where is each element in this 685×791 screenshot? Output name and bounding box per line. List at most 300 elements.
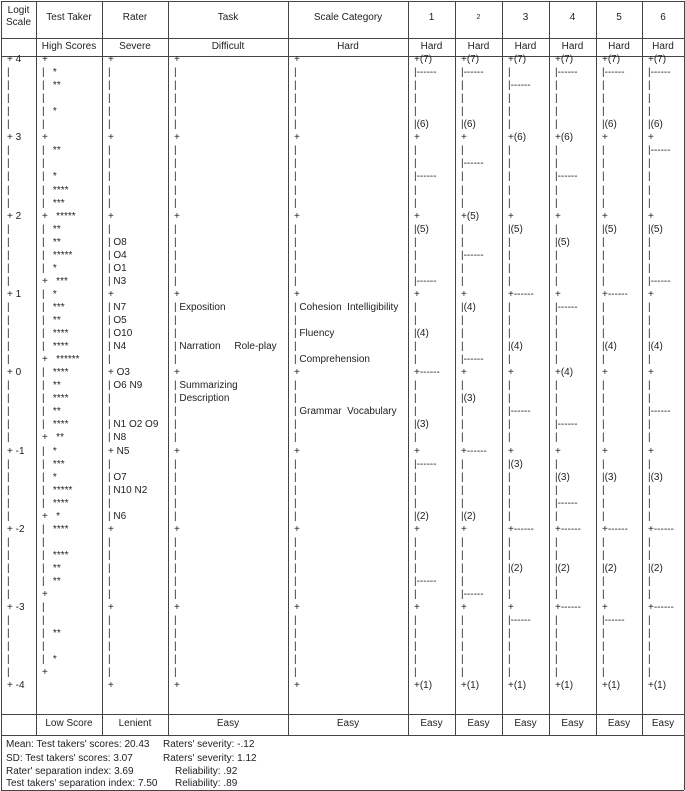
category-3-row: |------	[508, 80, 531, 92]
category-5-row: +	[602, 445, 608, 457]
category-2-row: |	[461, 641, 464, 653]
category-5-row: |	[602, 458, 605, 470]
task-row: |	[174, 328, 177, 340]
test-taker-row: | *	[42, 262, 57, 274]
category-2-row: |	[461, 275, 464, 287]
category-3-row: |	[508, 471, 511, 483]
category-4-row: +------	[555, 523, 581, 535]
category-3-row: |	[508, 119, 511, 131]
rater-row: | O6 N9	[108, 380, 143, 392]
category-4-row: |	[555, 576, 558, 587]
category-4-row: |	[555, 119, 558, 131]
category-3-row: |	[508, 93, 511, 105]
category-2-row: |------	[461, 67, 484, 79]
task-row: +	[174, 445, 180, 457]
category-5-row: +------	[602, 523, 628, 535]
category-4-row: |	[555, 249, 558, 261]
category-1-row: +	[414, 132, 420, 144]
logit-ruler-row: |	[7, 328, 10, 340]
task-row: |	[174, 497, 177, 509]
logit-ruler-row: + 0	[7, 367, 22, 379]
category-4-row: |	[555, 275, 558, 287]
test-taker-row: | *****	[42, 484, 73, 496]
category-1-row: |	[414, 341, 417, 353]
rater-row: | O7	[108, 471, 127, 483]
category-5-row: |	[602, 249, 605, 261]
category-5-row: |	[602, 510, 605, 522]
task-row: |	[174, 432, 177, 444]
category-4-row: +(4)	[555, 367, 574, 379]
category-3-row: |	[508, 67, 511, 79]
scale-category-row: |	[294, 458, 297, 470]
category-6-row: +	[648, 288, 654, 300]
category-1-row: +(7)	[414, 54, 433, 65]
grid-vline	[102, 1, 103, 735]
rater-row: |	[108, 549, 111, 561]
rater-row: | N6	[108, 510, 127, 522]
category-5-row: +(7)	[602, 54, 621, 65]
logit-ruler-row: |	[7, 223, 10, 235]
test-taker-row: | *	[42, 445, 57, 457]
task-row: |	[174, 158, 177, 170]
category-1-row: |------	[414, 576, 437, 587]
category-5-row: |	[602, 275, 605, 287]
category-1-row: |	[414, 667, 417, 679]
category-2-row: |	[461, 536, 464, 548]
test-taker-row: + **	[42, 432, 64, 444]
category-6-row: |------	[648, 406, 671, 418]
grid-hline	[1, 714, 684, 715]
test-taker-row: | ****	[42, 497, 69, 509]
category-3-row: |(2)	[508, 562, 523, 574]
logit-ruler-row: |	[7, 106, 10, 118]
footer-test-taker: Low Score	[45, 718, 93, 729]
category-6-row: |	[648, 432, 651, 444]
task-row: |	[174, 510, 177, 522]
category-6-row: |	[648, 354, 651, 366]
category-5-row: |	[602, 171, 605, 183]
rater-row: | N7	[108, 301, 127, 313]
rater-row: | O10	[108, 328, 133, 340]
task-row: +	[174, 54, 180, 65]
category-3-row: |	[508, 158, 511, 170]
category-5-row: +------	[602, 288, 628, 300]
category-3-row: |------	[508, 406, 531, 418]
category-2-row: |	[461, 93, 464, 105]
category-1-row: |	[414, 145, 417, 157]
category-3-row: |	[508, 236, 511, 248]
logit-ruler-row: + -3	[7, 602, 25, 614]
task-row: |	[174, 654, 177, 666]
category-5-row: |(6)	[602, 119, 617, 131]
category-4-row: |	[555, 458, 558, 470]
test-taker-row: | ***	[42, 301, 65, 313]
category-1-row: |	[414, 249, 417, 261]
test-taker-row: | ***	[42, 197, 65, 209]
category-5-row: |	[602, 236, 605, 248]
logit-ruler-row: + 1	[7, 288, 22, 300]
logit-ruler-row: |	[7, 197, 10, 209]
rater-row: |	[108, 562, 111, 574]
test-taker-row: + *****	[42, 210, 76, 222]
category-2-row: |	[461, 262, 464, 274]
category-5-row: |	[602, 432, 605, 444]
category-4-row: |	[555, 80, 558, 92]
category-2-row: |	[461, 380, 464, 392]
test-taker-row: |	[42, 158, 45, 170]
category-1-row: +	[414, 288, 420, 300]
test-taker-row: | ****	[42, 419, 69, 431]
rater-row: |	[108, 393, 111, 405]
test-taker-row: | **	[42, 315, 61, 326]
category-4-row: |	[555, 536, 558, 548]
logit-ruler-row: |	[7, 471, 10, 483]
task-row: |	[174, 536, 177, 548]
category-4-row: |	[555, 510, 558, 522]
rater-row: | N8	[108, 432, 127, 444]
category-4-row: |	[555, 93, 558, 105]
grid-hline	[1, 56, 684, 57]
category-1-row: |	[414, 497, 417, 509]
category-3-row: |	[508, 536, 511, 548]
test-taker-row: | *	[42, 471, 57, 483]
category-5-row: |	[602, 184, 605, 196]
category-1-row: |	[414, 380, 417, 392]
header-cat4: 4	[569, 12, 576, 23]
category-5-row: |	[602, 419, 605, 431]
category-2-row: |	[461, 315, 464, 326]
logit-ruler-row: + -4	[7, 680, 25, 692]
category-2-row: |(4)	[461, 301, 476, 313]
category-6-row: +	[648, 367, 654, 379]
category-2-row: |	[461, 497, 464, 509]
category-1-row: |	[414, 432, 417, 444]
category-6-row: |	[648, 393, 651, 405]
category-5-row: |	[602, 301, 605, 313]
rater-row: |	[108, 615, 111, 627]
test-taker-row: |	[42, 602, 45, 614]
scale-category-row: |	[294, 471, 297, 483]
task-row: |	[174, 471, 177, 483]
task-row: |	[174, 615, 177, 627]
test-taker-row: |	[42, 536, 45, 548]
logit-ruler-row: |	[7, 549, 10, 561]
category-2-row: |	[461, 223, 464, 235]
header-scale-category: Scale Category	[313, 12, 383, 23]
category-5-row: |	[602, 406, 605, 418]
category-2-row: |	[461, 419, 464, 431]
category-3-row: |	[508, 249, 511, 261]
category-4-row: |	[555, 315, 558, 326]
scale-category-row: |	[294, 119, 297, 131]
category-3-row: |	[508, 628, 511, 640]
task-row: |	[174, 236, 177, 248]
header-task: Task	[217, 12, 239, 23]
logit-ruler-row: |	[7, 184, 10, 196]
grid-vline	[549, 1, 550, 735]
logit-ruler-row: + 4	[7, 54, 22, 65]
category-6-row: |	[648, 315, 651, 326]
category-4-row: |	[555, 589, 558, 601]
rater-row: |	[108, 67, 111, 79]
category-2-row: |	[461, 458, 464, 470]
scale-category-row: |	[294, 262, 297, 274]
scale-category-row: +	[294, 54, 300, 65]
category-4-row: |------	[555, 301, 578, 313]
category-1-row: |------	[414, 171, 437, 183]
rater-row: | N10 N2	[108, 484, 148, 496]
category-1-row: |(6)	[414, 119, 429, 131]
category-2-row: +(5)	[461, 210, 480, 222]
task-row: | Description	[174, 393, 230, 405]
category-5-row: |	[602, 654, 605, 666]
category-2-row: |------	[461, 354, 484, 366]
task-row: |	[174, 249, 177, 261]
test-taker-row: | *****	[42, 249, 73, 261]
category-5-row: |------	[602, 615, 625, 627]
category-6-row: |(2)	[648, 562, 663, 574]
scale-category-row: |	[294, 536, 297, 548]
category-2-row: |	[461, 576, 464, 587]
task-row: |	[174, 641, 177, 653]
task-row: |	[174, 628, 177, 640]
scale-category-row: |	[294, 562, 297, 574]
test-taker-row: | ****	[42, 341, 69, 353]
category-2-row: |	[461, 328, 464, 340]
rater-row: |	[108, 184, 111, 196]
rater-row: +	[108, 602, 114, 614]
category-1-row: |	[414, 484, 417, 496]
category-4-row: +	[555, 288, 561, 300]
category-5-row: |	[602, 328, 605, 340]
category-5-row: |(2)	[602, 562, 617, 574]
scale-category-row: |	[294, 145, 297, 157]
scale-category-row: |	[294, 106, 297, 118]
category-2-row: |	[461, 432, 464, 444]
category-1-row: +	[414, 523, 420, 535]
category-3-row: |------	[508, 615, 531, 627]
task-row: +	[174, 288, 180, 300]
task-row: |	[174, 549, 177, 561]
category-3-row: |	[508, 328, 511, 340]
category-1-row: +------	[414, 367, 440, 379]
category-1-row: |	[414, 236, 417, 248]
logit-ruler-row: + -2	[7, 523, 25, 535]
category-2-row: |	[461, 106, 464, 118]
category-6-row: |	[648, 328, 651, 340]
header-cat3: 3	[522, 12, 529, 23]
grid-hline	[1, 38, 684, 39]
category-5-row: |	[602, 380, 605, 392]
category-4-row: |	[555, 106, 558, 118]
category-2-row: |------	[461, 249, 484, 261]
category-5-row: |	[602, 145, 605, 157]
category-2-row: +(1)	[461, 680, 480, 692]
category-3-row: |	[508, 145, 511, 157]
stat-sd: SD: Test takers' scores: 3.07	[6, 753, 133, 764]
category-1-row: |	[414, 93, 417, 105]
category-5-row: +	[602, 210, 608, 222]
footer-category-easy: Easy	[467, 718, 490, 729]
category-3-row: |	[508, 184, 511, 196]
scale-category-row: |	[294, 236, 297, 248]
test-taker-row: | *	[42, 654, 57, 666]
category-4-row: |------	[555, 67, 578, 79]
category-3-row: +	[508, 210, 514, 222]
category-2-row: |	[461, 628, 464, 640]
category-3-row: |	[508, 484, 511, 496]
category-5-row: |	[602, 497, 605, 509]
header-test-taker: Test Taker	[46, 12, 92, 23]
header-cat5: 5	[616, 12, 622, 23]
category-2-row: +(7)	[461, 54, 480, 65]
category-5-row: |(3)	[602, 471, 617, 483]
category-4-row: +(7)	[555, 54, 574, 65]
test-taker-row: |	[42, 93, 45, 105]
category-6-row: |	[648, 458, 651, 470]
test-taker-row: +	[42, 589, 48, 601]
category-4-row: |	[555, 615, 558, 627]
category-3-row: |	[508, 315, 511, 326]
scale-category-row: |	[294, 497, 297, 509]
task-row: |	[174, 589, 177, 601]
category-1-row: |(2)	[414, 510, 429, 522]
category-5-row: |	[602, 484, 605, 496]
category-5-row: |	[602, 576, 605, 587]
rater-row: |	[108, 654, 111, 666]
category-6-row: |	[648, 262, 651, 274]
category-5-row: |	[602, 589, 605, 601]
category-1-row: |(4)	[414, 328, 429, 340]
test-taker-row: | ****	[42, 393, 69, 405]
category-4-row: |	[555, 158, 558, 170]
test-taker-row: | ****	[42, 549, 69, 561]
category-3-row: |	[508, 432, 511, 444]
test-taker-row: | *	[42, 171, 57, 183]
logit-ruler-row: |	[7, 93, 10, 105]
category-6-row: |	[648, 419, 651, 431]
logit-ruler-row: |	[7, 262, 10, 274]
test-taker-row: +	[42, 667, 48, 679]
category-2-row: |	[461, 341, 464, 353]
category-4-row: |	[555, 197, 558, 209]
category-5-row: |	[602, 80, 605, 92]
scale-category-row: |	[294, 419, 297, 431]
category-3-row: |(5)	[508, 223, 523, 235]
category-1-row: |------	[414, 275, 437, 287]
test-taker-row: +	[42, 132, 48, 144]
logit-ruler-row: |	[7, 171, 10, 183]
header-rater: Rater	[122, 12, 148, 23]
category-3-row: |(3)	[508, 458, 523, 470]
scale-category-row: |	[294, 249, 297, 261]
logit-ruler-row: |	[7, 589, 10, 601]
test-taker-row: | *	[42, 288, 57, 300]
test-taker-row: + *	[42, 510, 61, 522]
category-6-row: +(7)	[648, 54, 667, 65]
grid-vline	[408, 1, 409, 735]
category-2-row: |(6)	[461, 119, 476, 131]
category-1-row: |	[414, 106, 417, 118]
subheader-rater: Severe	[119, 41, 151, 52]
test-taker-row: | **	[42, 380, 61, 392]
category-1-row: |	[414, 589, 417, 601]
category-4-row: |------	[555, 171, 578, 183]
category-2-row: |	[461, 80, 464, 92]
logit-ruler-row: |	[7, 301, 10, 313]
rater-row: + N5	[108, 445, 130, 457]
category-4-row: |(2)	[555, 562, 570, 574]
scale-category-row: |	[294, 432, 297, 444]
task-row: |	[174, 93, 177, 105]
task-row: |	[174, 562, 177, 574]
test-taker-row: | **	[42, 576, 61, 587]
rater-row: | N4	[108, 341, 127, 353]
header-cat1: 1	[428, 12, 435, 23]
scale-category-row: +	[294, 367, 300, 379]
category-5-row: +	[602, 602, 608, 614]
category-4-row: |	[555, 380, 558, 392]
logit-ruler-row: |	[7, 510, 10, 522]
category-3-row: +(1)	[508, 680, 527, 692]
subheader-category-hard: Hard	[514, 41, 537, 52]
category-1-row: |	[414, 301, 417, 313]
rater-row: +	[108, 288, 114, 300]
category-4-row: |------	[555, 419, 578, 431]
category-1-row: +	[414, 445, 420, 457]
category-6-row: |	[648, 510, 651, 522]
stat-raters-severity-sd: Raters' severity: 1.12	[163, 753, 257, 764]
subheader-scale-category: Hard	[337, 41, 359, 52]
category-5-row: |(5)	[602, 223, 617, 235]
category-4-row: |(5)	[555, 236, 570, 248]
task-row: |	[174, 197, 177, 209]
scale-category-row: +	[294, 288, 300, 300]
category-4-row: |	[555, 354, 558, 366]
category-4-row: |	[555, 145, 558, 157]
category-4-row: |	[555, 628, 558, 640]
logit-ruler-row: |	[7, 315, 10, 326]
category-3-row: +(6)	[508, 132, 527, 144]
scale-category-row: |	[294, 80, 297, 92]
category-6-row: |	[648, 484, 651, 496]
rater-row: |	[108, 171, 111, 183]
category-3-row: |	[508, 667, 511, 679]
rater-row: + O3	[108, 367, 130, 379]
task-row: |	[174, 484, 177, 496]
category-3-row: |	[508, 106, 511, 118]
task-row: +	[174, 602, 180, 614]
scale-category-row: +	[294, 602, 300, 614]
grid-vline	[455, 1, 456, 735]
rater-row: | O8	[108, 236, 127, 248]
scale-category-row: |	[294, 275, 297, 287]
logit-ruler-row: |	[7, 67, 10, 79]
category-4-row: |------	[555, 497, 578, 509]
test-taker-row: | ****	[42, 523, 69, 535]
test-taker-row: | ***	[42, 458, 65, 470]
rater-row: |	[108, 106, 111, 118]
category-2-row: |	[461, 197, 464, 209]
task-row: |	[174, 406, 177, 418]
scale-category-row: |	[294, 654, 297, 666]
category-6-row: |	[648, 589, 651, 601]
subheader-category-hard: Hard	[608, 41, 630, 52]
scale-category-row: +	[294, 132, 300, 144]
logit-ruler-row: |	[7, 341, 10, 353]
grid-vline	[642, 1, 643, 735]
test-taker-row: +	[42, 54, 48, 65]
